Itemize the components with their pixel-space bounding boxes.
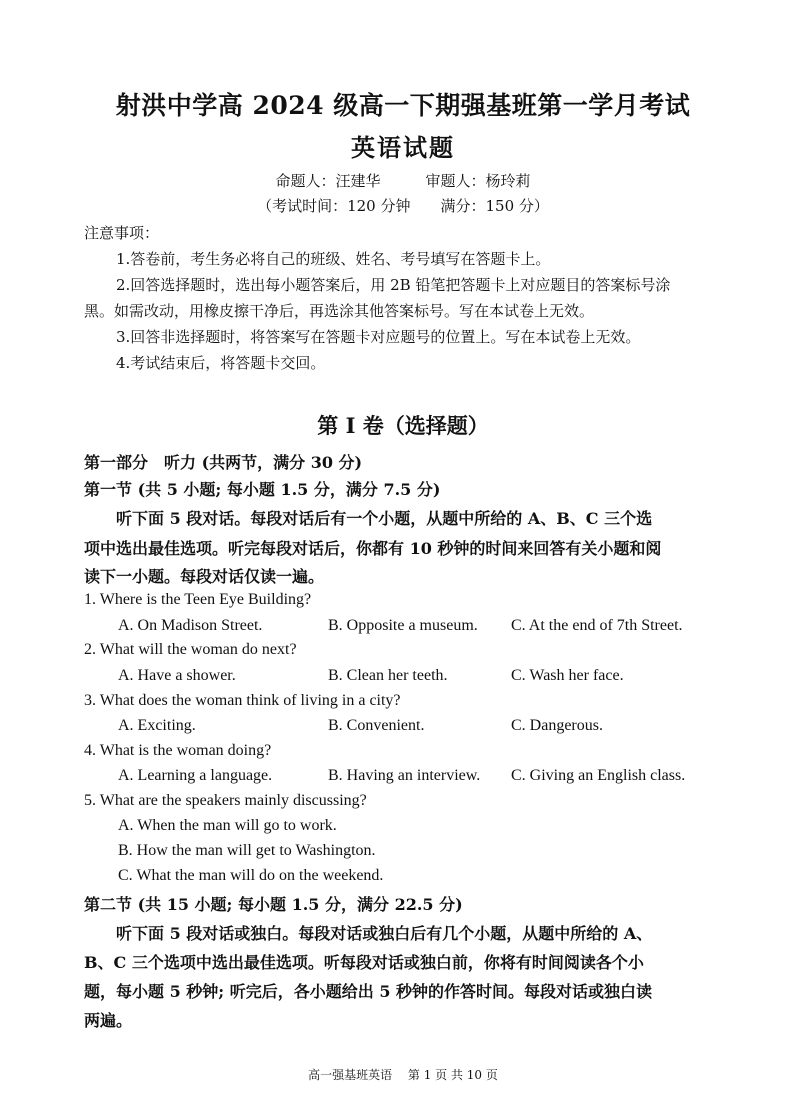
question-2-option-b: B. Clean her teeth. xyxy=(328,667,448,684)
notes-item-4: 4.考试结束后，将答题卡交回。 xyxy=(116,354,326,372)
question-5-option-a: A. When the man will go to work. xyxy=(118,817,337,834)
question-3-option-b: B. Convenient. xyxy=(328,717,425,734)
section1-heading: 第一节 (共 5 小题; 每小题 1.5 分，满分 7.5 分) xyxy=(84,480,441,499)
section1-instructions-3: 读下一小题。每段对话仅读一遍。 xyxy=(84,567,325,586)
question-2-option-c: C. Wash her face. xyxy=(511,667,624,684)
question-3-stem: 3. What does the woman think of living in a city? xyxy=(84,692,401,709)
notes-item-1: 1.答卷前，考生务必将自己的班级、姓名、考号填写在答题卡上。 xyxy=(116,250,551,268)
section2-instructions-4: 两遍。 xyxy=(84,1011,133,1030)
page-footer: 高一强基班英语 第 1 页 共 10 页 xyxy=(308,1068,498,1082)
section1-instructions-2: 项中选出最佳选项。听完每段对话后，你都有 10 秒钟的时间来回答有关小题和阅 xyxy=(84,539,662,558)
section2-instructions-3: 题，每小题 5 秒钟; 听完后，各小题给出 5 秒钟的作答时间。每段对话或独白读 xyxy=(84,982,653,1001)
question-4-option-b: B. Having an interview. xyxy=(328,767,481,784)
question-4-option-a: A. Learning a language. xyxy=(118,767,273,784)
notes-item-2: 2.回答选择题时，选出每小题答案后，用 2B 铅笔把答题卡上对应题目的答案标号涂 xyxy=(116,276,671,294)
exam-title: 射洪中学高 2024 级高一下期强基班第一学月考试 xyxy=(115,91,691,120)
question-4-stem: 4. What is the woman doing? xyxy=(84,742,272,759)
section1-instructions-1: 听下面 5 段对话。每段对话后有一个小题，从题中所给的 A、B、C 三个选 xyxy=(116,509,653,528)
question-1-stem: 1. Where is the Teen Eye Building? xyxy=(84,591,312,608)
question-5-option-b: B. How the man will get to Washington. xyxy=(118,842,376,859)
volume-title: 第 I 卷（选择题） xyxy=(317,413,489,438)
section2-heading: 第二节 (共 15 小题; 每小题 1.5 分，满分 22.5 分) xyxy=(84,895,463,914)
exam-authors: 命题人：汪建华 审题人：杨玲莉 xyxy=(275,172,531,190)
notes-item-3: 3.回答非选择题时，将答案写在答题卡对应题号的位置上。写在本试卷上无效。 xyxy=(116,328,641,346)
question-1-option-c: C. At the end of 7th Street. xyxy=(511,617,683,634)
exam-subtitle: 英语试题 xyxy=(351,133,455,162)
part1-heading: 第一部分 听力 (共两节，满分 30 分) xyxy=(84,453,363,472)
question-4-option-c: C. Giving an English class. xyxy=(511,767,686,784)
question-1-option-a: A. On Madison Street. xyxy=(118,617,263,634)
exam-time-score: （考试时间：120 分钟 满分：150 分） xyxy=(257,197,549,215)
question-3-option-c: C. Dangerous. xyxy=(511,717,603,734)
question-5-stem: 5. What are the speakers mainly discussing? xyxy=(84,792,367,809)
question-2-option-a: A. Have a shower. xyxy=(118,667,236,684)
question-1-option-b: B. Opposite a museum. xyxy=(328,617,478,634)
notes-heading: 注意事项： xyxy=(84,224,160,242)
section2-instructions-2: B、C 三个选项中选出最佳选项。听每段对话或独白前，你将有时间阅读各个小 xyxy=(84,953,644,972)
notes-item-2-cont: 黑。如需改动，用橡皮擦干净后，再选涂其他答案标号。写在本试卷上无效。 xyxy=(84,302,595,320)
question-3-option-a: A. Exciting. xyxy=(118,717,196,734)
question-2-stem: 2. What will the woman do next? xyxy=(84,641,297,658)
section2-instructions-1: 听下面 5 段对话或独白。每段对话或独白后有几个小题，从题中所给的 A、 xyxy=(116,924,653,943)
question-5-option-c: C. What the man will do on the weekend. xyxy=(118,867,384,884)
